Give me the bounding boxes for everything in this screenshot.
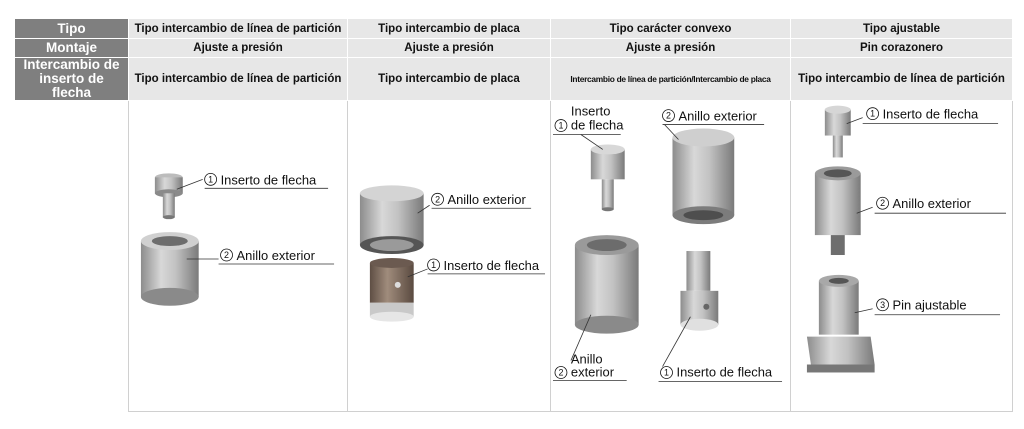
callout-1-label: Inserto de flecha bbox=[220, 172, 317, 188]
adjustable-pin-part bbox=[807, 275, 875, 373]
callout-1-label-line2: de flecha bbox=[570, 117, 624, 133]
callout-3-label-line2: exterior bbox=[570, 364, 615, 380]
cell-montaje-4: Pin corazonero bbox=[791, 39, 1013, 58]
cell-montaje-2: Ajuste a presión bbox=[348, 39, 551, 58]
component-illustration-3 bbox=[551, 101, 790, 411]
callout-1-number: 2 bbox=[435, 194, 441, 205]
component-illustration-1 bbox=[129, 101, 347, 411]
callout-1-label: Anillo exterior bbox=[447, 192, 526, 208]
callout-3-label-line1: Anillo bbox=[570, 351, 603, 367]
callout-2-label: Inserto de flecha bbox=[443, 257, 540, 273]
callout-1-label: Inserto de flecha bbox=[882, 106, 979, 122]
callout-3-number: 2 bbox=[558, 367, 564, 378]
outer-ring-part-bottom bbox=[575, 235, 639, 334]
image-panel-4 bbox=[791, 101, 1013, 412]
cell-tipo-4: Tipo ajustable bbox=[791, 19, 1013, 39]
callout-2-number: 2 bbox=[666, 110, 672, 121]
arrow-insert-part bbox=[155, 173, 183, 219]
callout-1-label-line1: Inserto bbox=[570, 103, 611, 119]
image-panel-2 bbox=[348, 101, 551, 412]
callout-2-number: 2 bbox=[880, 198, 886, 209]
callout-1-number: 1 bbox=[558, 120, 564, 131]
callout-2-label: Anillo exterior bbox=[892, 196, 971, 212]
cell-intercambio-1: Tipo intercambio de línea de partición bbox=[129, 58, 348, 101]
callout-1-number: 1 bbox=[870, 108, 876, 119]
callout-4-label: Inserto de flecha bbox=[676, 364, 773, 380]
cell-intercambio-2: Tipo intercambio de placa bbox=[348, 58, 551, 101]
arrow-insert-part bbox=[370, 258, 414, 322]
callout-2-number: 1 bbox=[431, 259, 437, 270]
arrow-insert-part bbox=[825, 106, 851, 158]
callout-2-label: Anillo exterior bbox=[678, 108, 757, 124]
cell-intercambio-4: Tipo intercambio de línea de partición bbox=[791, 58, 1013, 101]
outer-ring-part bbox=[141, 232, 199, 306]
callout-1-number: 1 bbox=[208, 174, 214, 185]
row-tipo bbox=[15, 19, 1013, 39]
arrow-insert-part-bottom bbox=[680, 251, 718, 331]
row-header-intercambio: Intercambio de inserto de flecha bbox=[15, 58, 129, 101]
component-illustration-4 bbox=[791, 101, 1012, 411]
arrow-insert-part-top bbox=[591, 144, 625, 211]
cell-montaje-3: Ajuste a presión bbox=[551, 39, 791, 58]
image-panel-3 bbox=[551, 101, 791, 412]
component-illustration-2 bbox=[348, 101, 550, 411]
callout-2-number: 2 bbox=[224, 249, 230, 260]
row-montaje bbox=[15, 39, 1013, 58]
cell-montaje-1: Ajuste a presión bbox=[129, 39, 348, 58]
spec-table bbox=[14, 18, 1013, 412]
outer-ring-part-top bbox=[672, 129, 734, 225]
image-panel-1 bbox=[129, 101, 348, 412]
callout-4-number: 1 bbox=[664, 367, 670, 378]
row-images bbox=[15, 101, 1013, 412]
outer-ring-part bbox=[360, 185, 424, 254]
cell-tipo-2: Tipo intercambio de placa bbox=[348, 19, 551, 39]
row-header-images-blank bbox=[15, 101, 129, 412]
callout-3-number: 3 bbox=[880, 299, 886, 310]
row-header-tipo: Tipo bbox=[15, 19, 129, 39]
cell-intercambio-3: Intercambio de línea de partición/Intercambio de placa bbox=[551, 58, 791, 101]
row-intercambio bbox=[15, 58, 1013, 101]
outer-ring-part bbox=[815, 166, 861, 255]
callout-3-label: Pin ajustable bbox=[892, 297, 967, 313]
cell-tipo-3: Tipo carácter convexo bbox=[551, 19, 791, 39]
callout-2-label: Anillo exterior bbox=[236, 247, 315, 263]
cell-tipo-1: Tipo intercambio de línea de partición bbox=[129, 19, 348, 39]
row-header-montaje: Montaje bbox=[15, 39, 129, 58]
